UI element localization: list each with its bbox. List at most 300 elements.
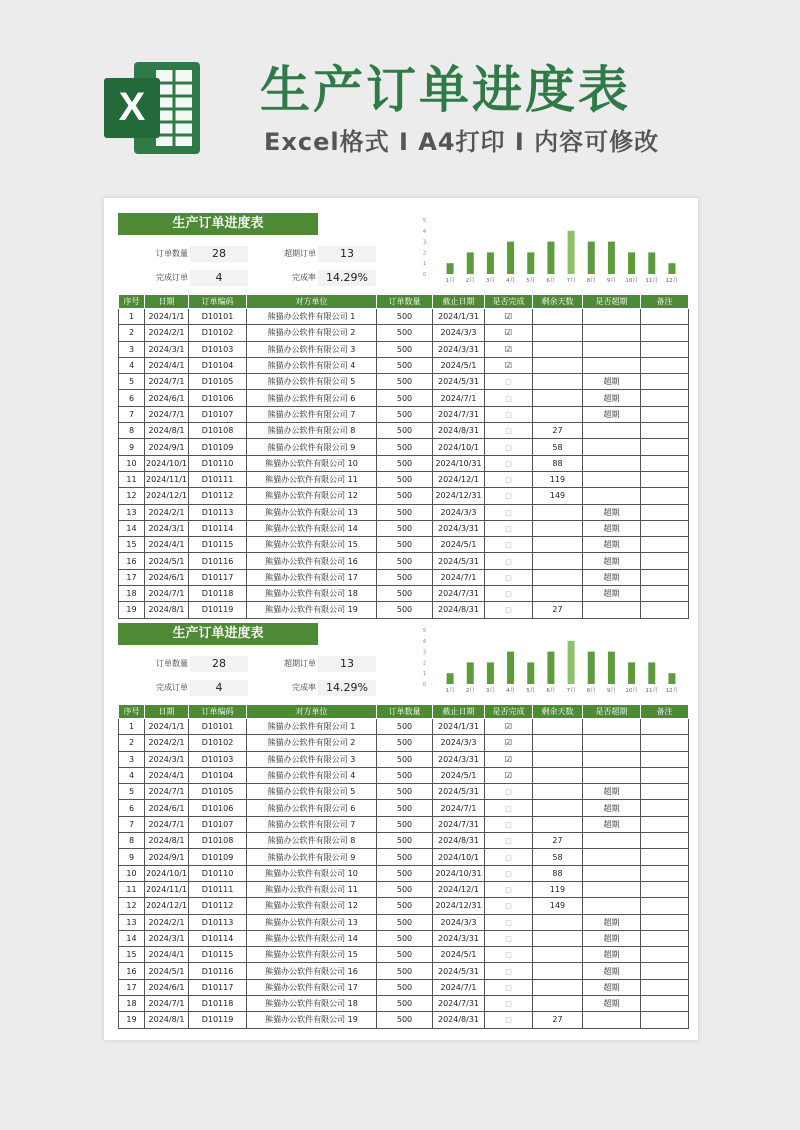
table-cell[interactable]: 2024/8/1 (145, 1012, 189, 1028)
table-cell[interactable]: 2024/5/1 (433, 537, 485, 553)
table-cell[interactable]: 19 (119, 1012, 145, 1028)
table-cell[interactable]: 500 (377, 553, 433, 569)
table-cell[interactable]: D10117 (189, 979, 247, 995)
table-cell[interactable]: 500 (377, 930, 433, 946)
table-cell[interactable]: D10118 (189, 996, 247, 1012)
table-cell[interactable] (485, 1012, 533, 1028)
table-cell[interactable]: 2024/8/1 (145, 833, 189, 849)
table-cell[interactable] (533, 341, 583, 357)
checked-box-icon[interactable]: ☑ (504, 361, 513, 371)
table-cell[interactable]: 500 (377, 537, 433, 553)
table-cell[interactable]: 2024/5/1 (433, 357, 485, 373)
unchecked-box-icon[interactable]: □ (505, 459, 512, 468)
table-cell[interactable]: 2024/2/1 (145, 504, 189, 520)
table-cell[interactable] (641, 471, 689, 487)
table-cell[interactable] (533, 586, 583, 602)
table-cell[interactable] (485, 520, 533, 536)
unchecked-box-icon[interactable]: □ (505, 590, 512, 599)
table-cell[interactable] (485, 735, 533, 751)
table-cell[interactable] (485, 325, 533, 341)
table-cell[interactable]: 88 (533, 455, 583, 471)
table-cell[interactable]: 2024/1/31 (433, 309, 485, 325)
unchecked-box-icon[interactable]: □ (505, 557, 512, 566)
table-cell[interactable]: 2024/4/1 (145, 947, 189, 963)
table-cell[interactable] (583, 898, 641, 914)
checked-box-icon[interactable]: ☑ (504, 754, 513, 764)
table-cell[interactable]: 超期 (583, 569, 641, 585)
table-cell[interactable]: 6 (119, 390, 145, 406)
table-cell[interactable]: 2024/7/1 (433, 390, 485, 406)
table-cell[interactable] (485, 800, 533, 816)
table-cell[interactable]: D10119 (189, 1012, 247, 1028)
table-cell[interactable]: 2024/7/31 (433, 406, 485, 422)
table-cell[interactable]: 500 (377, 719, 433, 735)
table-cell[interactable]: 88 (533, 865, 583, 881)
table-cell[interactable] (485, 423, 533, 439)
table-cell[interactable]: 2024/3/31 (433, 751, 485, 767)
table-cell[interactable] (533, 569, 583, 585)
table-cell[interactable]: 149 (533, 488, 583, 504)
table-cell[interactable] (485, 455, 533, 471)
table-cell[interactable]: 500 (377, 833, 433, 849)
table-cell[interactable]: 500 (377, 455, 433, 471)
unchecked-box-icon[interactable]: □ (505, 476, 512, 485)
table-cell[interactable] (583, 488, 641, 504)
unchecked-box-icon[interactable]: □ (505, 606, 512, 615)
checked-box-icon[interactable]: ☑ (504, 344, 513, 354)
unchecked-box-icon[interactable]: □ (505, 410, 512, 419)
unchecked-box-icon[interactable]: □ (505, 427, 512, 436)
table-cell[interactable]: D10108 (189, 833, 247, 849)
table-cell[interactable]: 2024/12/1 (433, 881, 485, 897)
table-cell[interactable]: 149 (533, 898, 583, 914)
table-cell[interactable]: 5 (119, 784, 145, 800)
table-cell[interactable]: 超期 (583, 586, 641, 602)
table-cell[interactable] (485, 849, 533, 865)
table-cell[interactable]: 500 (377, 849, 433, 865)
table-cell[interactable]: 500 (377, 586, 433, 602)
column-header[interactable]: 对方单位 (247, 705, 377, 719)
table-cell[interactable]: 13 (119, 914, 145, 930)
table-cell[interactable]: 2024/4/1 (145, 537, 189, 553)
table-cell[interactable]: 2 (119, 735, 145, 751)
table-cell[interactable] (533, 553, 583, 569)
table-cell[interactable] (485, 784, 533, 800)
table-cell[interactable]: 2024/2/1 (145, 914, 189, 930)
table-cell[interactable] (533, 406, 583, 422)
table-cell[interactable]: D10117 (189, 569, 247, 585)
column-header[interactable]: 序号 (119, 295, 145, 309)
table-cell[interactable]: 5 (119, 374, 145, 390)
column-header[interactable]: 对方单位 (247, 295, 377, 309)
unchecked-box-icon[interactable]: □ (505, 837, 512, 846)
table-cell[interactable] (533, 914, 583, 930)
table-cell[interactable] (533, 309, 583, 325)
table-cell[interactable] (641, 553, 689, 569)
table-cell[interactable]: 熊猫办公软件有限公司 3 (247, 341, 377, 357)
column-header[interactable]: 订单数量 (377, 295, 433, 309)
table-cell[interactable]: 超期 (583, 816, 641, 832)
unchecked-box-icon[interactable]: □ (505, 541, 512, 550)
table-cell[interactable] (641, 719, 689, 735)
column-header[interactable]: 是否超期 (583, 705, 641, 719)
table-cell[interactable]: D10110 (189, 455, 247, 471)
table-cell[interactable] (533, 719, 583, 735)
table-cell[interactable]: 2024/7/1 (145, 816, 189, 832)
table-cell[interactable]: 7 (119, 816, 145, 832)
table-cell[interactable]: 熊猫办公软件有限公司 16 (247, 963, 377, 979)
column-header[interactable]: 截止日期 (433, 295, 485, 309)
table-cell[interactable] (641, 439, 689, 455)
table-cell[interactable]: 2024/12/31 (433, 898, 485, 914)
table-cell[interactable]: 熊猫办公软件有限公司 4 (247, 767, 377, 783)
table-cell[interactable]: D10102 (189, 735, 247, 751)
table-cell[interactable]: 500 (377, 325, 433, 341)
table-cell[interactable] (485, 569, 533, 585)
table-cell[interactable]: 2024/7/1 (433, 979, 485, 995)
table-cell[interactable] (485, 914, 533, 930)
table-cell[interactable]: 500 (377, 423, 433, 439)
table-cell[interactable] (641, 881, 689, 897)
table-cell[interactable]: 熊猫办公软件有限公司 9 (247, 849, 377, 865)
table-cell[interactable]: 27 (533, 1012, 583, 1028)
table-cell[interactable]: 熊猫办公软件有限公司 17 (247, 979, 377, 995)
table-cell[interactable]: D10113 (189, 504, 247, 520)
table-cell[interactable]: 500 (377, 735, 433, 751)
table-cell[interactable]: 超期 (583, 800, 641, 816)
checked-box-icon[interactable]: ☑ (504, 312, 513, 322)
table-cell[interactable] (485, 488, 533, 504)
table-cell[interactable] (641, 586, 689, 602)
table-cell[interactable]: 8 (119, 423, 145, 439)
table-cell[interactable]: D10107 (189, 406, 247, 422)
table-cell[interactable]: 2024/10/1 (433, 439, 485, 455)
overdue-value[interactable]: 13 (318, 656, 376, 672)
table-cell[interactable] (641, 374, 689, 390)
table-cell[interactable]: D10110 (189, 865, 247, 881)
table-cell[interactable] (641, 784, 689, 800)
table-cell[interactable]: 15 (119, 537, 145, 553)
table-cell[interactable]: 2024/6/1 (145, 569, 189, 585)
unchecked-box-icon[interactable]: □ (505, 573, 512, 582)
table-cell[interactable] (641, 865, 689, 881)
table-cell[interactable]: 2024/3/3 (433, 325, 485, 341)
table-cell[interactable]: 2024/3/31 (433, 520, 485, 536)
table-cell[interactable]: 500 (377, 309, 433, 325)
table-cell[interactable]: 14 (119, 520, 145, 536)
table-cell[interactable] (583, 849, 641, 865)
table-cell[interactable]: 6 (119, 800, 145, 816)
unchecked-box-icon[interactable]: □ (505, 967, 512, 976)
table-cell[interactable]: 500 (377, 800, 433, 816)
table-cell[interactable]: 8 (119, 833, 145, 849)
table-cell[interactable]: 500 (377, 767, 433, 783)
table-cell[interactable]: 2024/10/1 (145, 865, 189, 881)
table-cell[interactable]: 500 (377, 504, 433, 520)
checked-box-icon[interactable]: ☑ (504, 771, 513, 781)
table-cell[interactable]: D10101 (189, 309, 247, 325)
column-header[interactable]: 是否完成 (485, 295, 533, 309)
table-cell[interactable]: 熊猫办公软件有限公司 14 (247, 930, 377, 946)
table-cell[interactable] (583, 881, 641, 897)
table-cell[interactable] (485, 996, 533, 1012)
table-cell[interactable] (533, 520, 583, 536)
table-cell[interactable]: 超期 (583, 504, 641, 520)
table-cell[interactable] (583, 455, 641, 471)
table-cell[interactable]: 119 (533, 471, 583, 487)
table-cell[interactable]: D10101 (189, 719, 247, 735)
table-cell[interactable]: 超期 (583, 914, 641, 930)
table-cell[interactable]: 熊猫办公软件有限公司 15 (247, 537, 377, 553)
table-cell[interactable]: 500 (377, 881, 433, 897)
table-cell[interactable]: 2024/7/1 (145, 784, 189, 800)
table-cell[interactable] (641, 996, 689, 1012)
table-cell[interactable] (533, 390, 583, 406)
table-cell[interactable]: 2024/9/1 (145, 439, 189, 455)
table-cell[interactable]: 2024/7/31 (433, 816, 485, 832)
table-cell[interactable]: 11 (119, 471, 145, 487)
table-cell[interactable]: 熊猫办公软件有限公司 6 (247, 800, 377, 816)
table-cell[interactable]: 超期 (583, 930, 641, 946)
table-cell[interactable]: D10112 (189, 488, 247, 504)
table-cell[interactable]: D10105 (189, 784, 247, 800)
table-cell[interactable]: 4 (119, 357, 145, 373)
table-cell[interactable]: 2024/1/1 (145, 719, 189, 735)
table-cell[interactable] (485, 833, 533, 849)
table-cell[interactable] (485, 947, 533, 963)
table-cell[interactable]: D10114 (189, 520, 247, 536)
table-cell[interactable]: 14 (119, 930, 145, 946)
table-cell[interactable] (583, 1012, 641, 1028)
table-cell[interactable]: 熊猫办公软件有限公司 4 (247, 357, 377, 373)
table-cell[interactable] (533, 784, 583, 800)
table-cell[interactable] (641, 767, 689, 783)
table-cell[interactable]: 11 (119, 881, 145, 897)
table-cell[interactable] (641, 849, 689, 865)
table-cell[interactable]: 58 (533, 439, 583, 455)
rate-value[interactable]: 14.29% (318, 270, 376, 286)
table-cell[interactable] (533, 800, 583, 816)
table-cell[interactable] (641, 341, 689, 357)
table-cell[interactable] (641, 455, 689, 471)
checked-box-icon[interactable]: ☑ (504, 738, 513, 748)
table-cell[interactable] (641, 800, 689, 816)
table-cell[interactable]: 500 (377, 865, 433, 881)
table-cell[interactable]: 19 (119, 602, 145, 618)
table-cell[interactable]: 4 (119, 767, 145, 783)
table-cell[interactable] (533, 979, 583, 995)
column-header[interactable]: 订单编码 (189, 295, 247, 309)
completed-value[interactable]: 4 (190, 270, 248, 286)
table-cell[interactable]: D10116 (189, 963, 247, 979)
table-cell[interactable]: 2024/12/31 (433, 488, 485, 504)
table-cell[interactable]: D10112 (189, 898, 247, 914)
table-cell[interactable]: 500 (377, 439, 433, 455)
table-cell[interactable]: 熊猫办公软件有限公司 16 (247, 553, 377, 569)
table-cell[interactable]: D10103 (189, 341, 247, 357)
table-cell[interactable]: 超期 (583, 553, 641, 569)
table-cell[interactable]: 熊猫办公软件有限公司 15 (247, 947, 377, 963)
table-cell[interactable] (485, 504, 533, 520)
table-cell[interactable]: 2024/5/31 (433, 374, 485, 390)
unchecked-box-icon[interactable]: □ (505, 394, 512, 403)
table-cell[interactable]: 熊猫办公软件有限公司 18 (247, 586, 377, 602)
table-cell[interactable] (583, 309, 641, 325)
table-cell[interactable]: 500 (377, 1012, 433, 1028)
table-cell[interactable]: D10104 (189, 357, 247, 373)
table-cell[interactable]: 2 (119, 325, 145, 341)
table-cell[interactable] (641, 325, 689, 341)
table-cell[interactable]: 熊猫办公软件有限公司 12 (247, 898, 377, 914)
unchecked-box-icon[interactable]: □ (505, 492, 512, 501)
table-cell[interactable]: 2024/10/31 (433, 455, 485, 471)
table-cell[interactable]: 熊猫办公软件有限公司 3 (247, 751, 377, 767)
table-cell[interactable]: D10118 (189, 586, 247, 602)
table-cell[interactable]: 27 (533, 602, 583, 618)
table-cell[interactable] (485, 963, 533, 979)
table-cell[interactable]: 熊猫办公软件有限公司 5 (247, 784, 377, 800)
table-cell[interactable]: D10102 (189, 325, 247, 341)
table-cell[interactable]: 2024/6/1 (145, 979, 189, 995)
table-cell[interactable] (641, 979, 689, 995)
table-cell[interactable] (583, 865, 641, 881)
table-cell[interactable] (641, 537, 689, 553)
table-cell[interactable]: 熊猫办公软件有限公司 7 (247, 816, 377, 832)
table-cell[interactable] (485, 816, 533, 832)
table-cell[interactable]: 17 (119, 979, 145, 995)
table-cell[interactable]: 2024/1/31 (433, 719, 485, 735)
overdue-value[interactable]: 13 (318, 246, 376, 262)
table-cell[interactable]: 500 (377, 406, 433, 422)
table-cell[interactable] (641, 309, 689, 325)
table-cell[interactable]: 熊猫办公软件有限公司 18 (247, 996, 377, 1012)
table-cell[interactable]: D10111 (189, 471, 247, 487)
table-cell[interactable]: 2024/2/1 (145, 735, 189, 751)
unchecked-box-icon[interactable]: □ (505, 804, 512, 813)
table-cell[interactable]: 超期 (583, 520, 641, 536)
table-cell[interactable]: 超期 (583, 374, 641, 390)
table-cell[interactable]: 2024/3/3 (433, 735, 485, 751)
table-cell[interactable] (485, 865, 533, 881)
table-cell[interactable]: 2024/3/3 (433, 914, 485, 930)
table-cell[interactable]: 2024/8/31 (433, 833, 485, 849)
table-cell[interactable]: 熊猫办公软件有限公司 5 (247, 374, 377, 390)
table-cell[interactable]: 1 (119, 309, 145, 325)
table-cell[interactable] (583, 751, 641, 767)
table-cell[interactable]: 16 (119, 963, 145, 979)
table-cell[interactable] (485, 390, 533, 406)
table-cell[interactable] (641, 914, 689, 930)
table-cell[interactable]: 2024/9/1 (145, 849, 189, 865)
table-cell[interactable] (485, 586, 533, 602)
table-cell[interactable]: 2024/6/1 (145, 800, 189, 816)
table-cell[interactable]: D10108 (189, 423, 247, 439)
unchecked-box-icon[interactable]: □ (505, 1016, 512, 1025)
table-cell[interactable]: 18 (119, 586, 145, 602)
table-cell[interactable]: 7 (119, 406, 145, 422)
table-cell[interactable] (485, 341, 533, 357)
table-cell[interactable] (485, 553, 533, 569)
table-cell[interactable] (641, 423, 689, 439)
table-cell[interactable] (533, 325, 583, 341)
table-cell[interactable]: 熊猫办公软件有限公司 1 (247, 719, 377, 735)
table-cell[interactable]: D10114 (189, 930, 247, 946)
table-cell[interactable] (641, 390, 689, 406)
table-cell[interactable] (533, 751, 583, 767)
table-cell[interactable]: 2024/10/31 (433, 865, 485, 881)
table-cell[interactable] (485, 309, 533, 325)
unchecked-box-icon[interactable]: □ (505, 378, 512, 387)
table-cell[interactable] (533, 537, 583, 553)
table-cell[interactable] (641, 602, 689, 618)
table-cell[interactable]: 2024/2/1 (145, 325, 189, 341)
table-cell[interactable]: 熊猫办公软件有限公司 19 (247, 1012, 377, 1028)
table-cell[interactable]: 9 (119, 849, 145, 865)
table-cell[interactable]: 2024/5/1 (433, 947, 485, 963)
column-header[interactable]: 序号 (119, 705, 145, 719)
table-cell[interactable]: 超期 (583, 979, 641, 995)
table-cell[interactable]: D10115 (189, 537, 247, 553)
table-cell[interactable] (583, 719, 641, 735)
table-cell[interactable] (641, 898, 689, 914)
order-count-value[interactable]: 28 (190, 246, 248, 262)
table-cell[interactable]: 58 (533, 849, 583, 865)
table-cell[interactable]: 熊猫办公软件有限公司 2 (247, 325, 377, 341)
table-cell[interactable]: 2024/5/31 (433, 553, 485, 569)
table-cell[interactable]: 熊猫办公软件有限公司 14 (247, 520, 377, 536)
table-cell[interactable]: 500 (377, 816, 433, 832)
table-cell[interactable]: 2024/6/1 (145, 390, 189, 406)
table-cell[interactable]: 2024/8/1 (145, 423, 189, 439)
table-cell[interactable]: 超期 (583, 784, 641, 800)
table-cell[interactable] (485, 357, 533, 373)
table-cell[interactable] (485, 767, 533, 783)
table-cell[interactable]: 12 (119, 898, 145, 914)
table-cell[interactable]: 500 (377, 488, 433, 504)
table-cell[interactable]: 2024/7/31 (433, 996, 485, 1012)
column-header[interactable]: 订单编码 (189, 705, 247, 719)
table-cell[interactable] (583, 602, 641, 618)
table-cell[interactable]: 2024/12/1 (145, 898, 189, 914)
table-cell[interactable] (533, 504, 583, 520)
table-cell[interactable]: 超期 (583, 996, 641, 1012)
table-cell[interactable]: 10 (119, 865, 145, 881)
table-cell[interactable]: 500 (377, 914, 433, 930)
table-cell[interactable]: 2024/5/1 (433, 767, 485, 783)
table-cell[interactable]: 500 (377, 569, 433, 585)
table-cell[interactable]: 2024/5/31 (433, 963, 485, 979)
table-cell[interactable] (641, 488, 689, 504)
table-cell[interactable]: 500 (377, 357, 433, 373)
table-cell[interactable] (533, 374, 583, 390)
table-cell[interactable]: 2024/3/31 (433, 930, 485, 946)
table-cell[interactable]: 超期 (583, 963, 641, 979)
table-cell[interactable] (533, 996, 583, 1012)
column-header[interactable]: 剩余天数 (533, 295, 583, 309)
order-count-value[interactable]: 28 (190, 656, 248, 672)
table-cell[interactable]: 500 (377, 947, 433, 963)
table-cell[interactable]: 超期 (583, 406, 641, 422)
table-cell[interactable]: 熊猫办公软件有限公司 9 (247, 439, 377, 455)
table-cell[interactable]: 超期 (583, 947, 641, 963)
table-cell[interactable]: 2024/8/31 (433, 423, 485, 439)
table-cell[interactable]: 熊猫办公软件有限公司 10 (247, 455, 377, 471)
table-cell[interactable]: 2024/10/1 (433, 849, 485, 865)
table-cell[interactable]: D10109 (189, 439, 247, 455)
table-cell[interactable] (641, 735, 689, 751)
table-cell[interactable] (641, 569, 689, 585)
table-cell[interactable]: 熊猫办公软件有限公司 6 (247, 390, 377, 406)
